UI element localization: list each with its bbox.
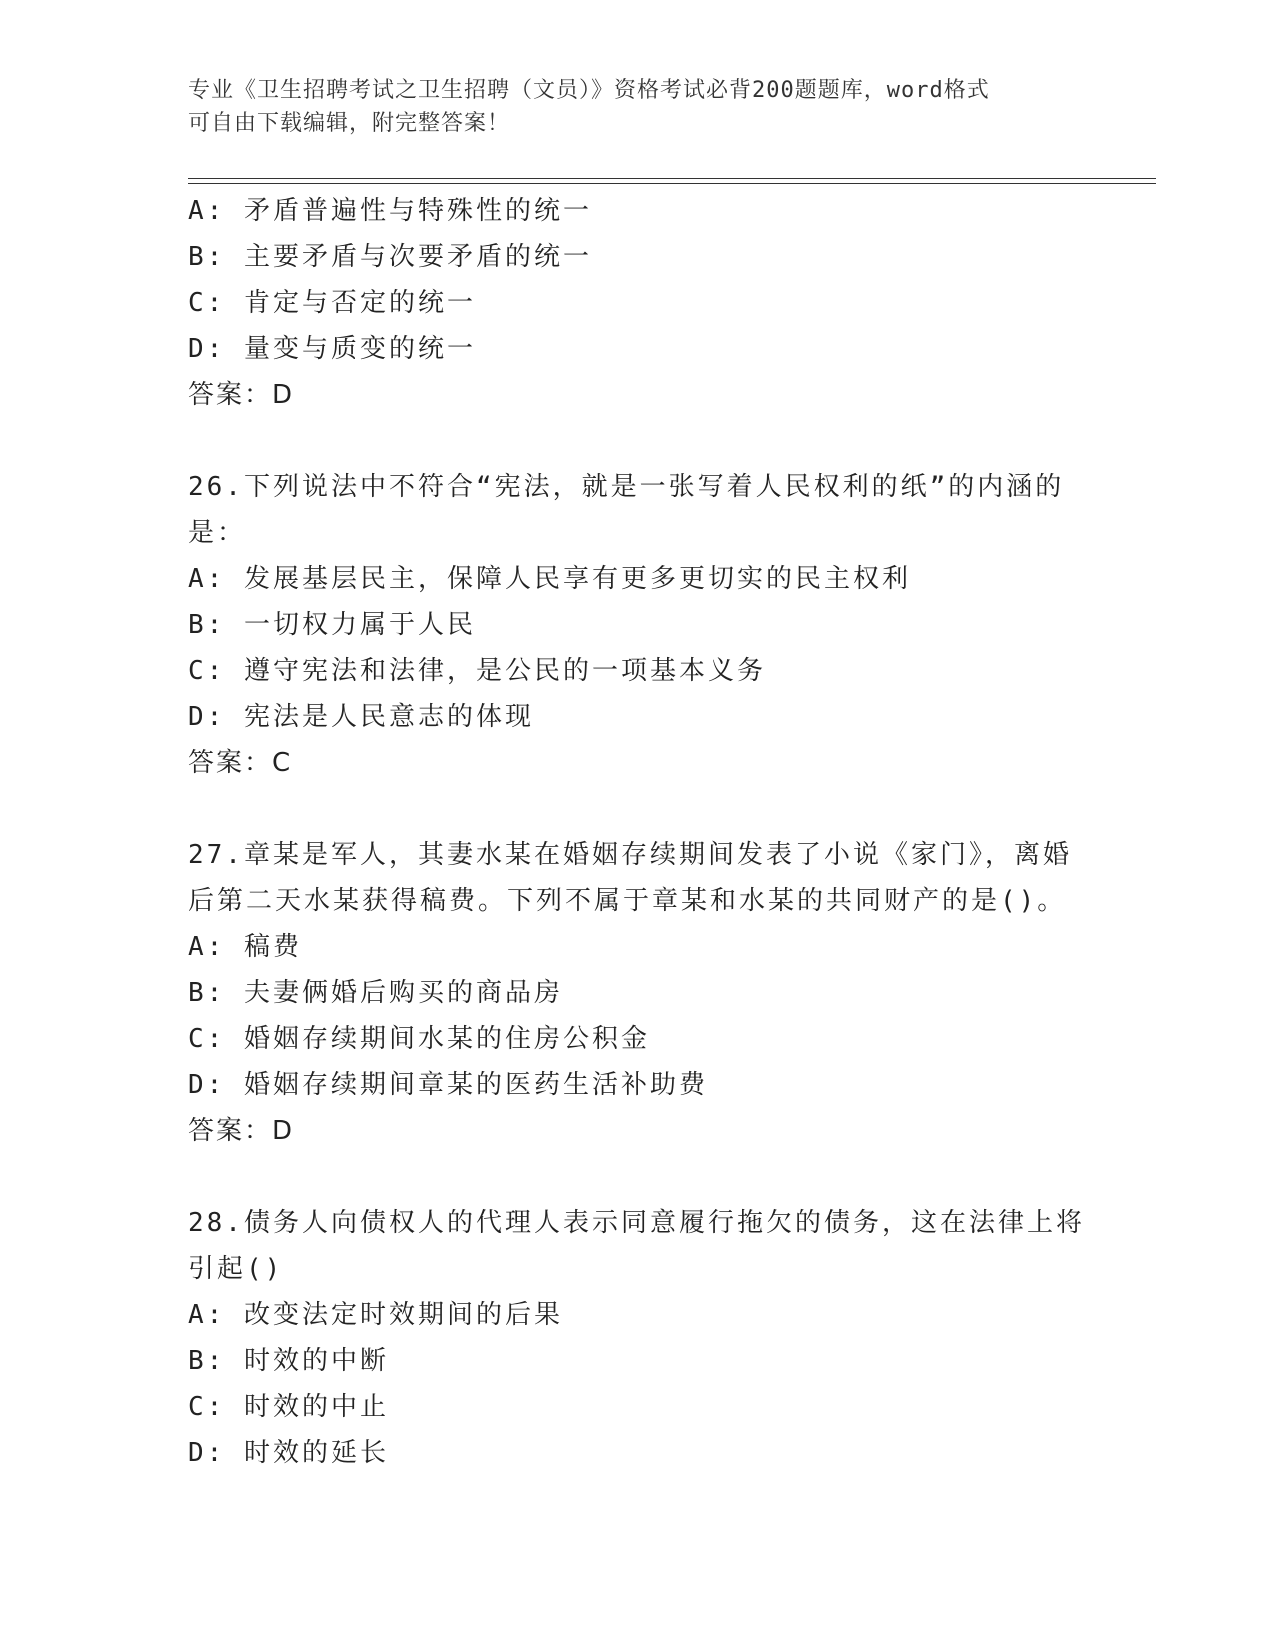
answer-line: 答案：C [188,748,293,778]
answer-line: 答案：D [188,380,295,410]
option-b: B: 夫妻俩婚后购买的商品房 [188,978,563,1008]
spacer [188,1154,1088,1200]
question-stem-line-1: 27.章某是军人，其妻水某在婚姻存续期间发表了小说《家门》，离婚 [188,840,1072,870]
option-d: D: 量变与质变的统一 [188,334,476,364]
option-b: B: 一切权力属于人民 [188,610,476,640]
option-c: C: 婚姻存续期间水某的住房公积金 [188,1024,650,1054]
question-25-continued [188,188,1088,418]
question-stem-line-1: 26.下列说法中不符合“宪法，就是一张写着人民权利的纸”的内涵的 [188,472,1065,502]
spacer [188,786,1088,832]
option-d: D: 婚姻存续期间章某的医药生活补助费 [188,1070,708,1100]
question-28 [188,1200,1088,1476]
option-c: C: 肯定与否定的统一 [188,288,476,318]
option-d: D: 时效的延长 [188,1438,389,1468]
question-stem-line-2: 引起() [188,1254,284,1284]
option-b: B: 时效的中断 [188,1346,389,1376]
header-divider [188,178,1156,184]
document-header [188,74,1068,140]
spacer [188,418,1088,464]
header-title-line-2: 可自由下载编辑，附完整答案！ [188,111,511,136]
header-title-line-1: 专业《卫生招聘考试之卫生招聘（文员）》资格考试必背200题题库，word格式 [188,78,990,103]
question-26 [188,464,1088,786]
question-stem-line-2: 后第二天水某获得稿费。下列不属于章某和水某的共同财产的是()。 [188,886,1067,916]
question-list [188,188,1088,1476]
option-c: C: 遵守宪法和法律，是公民的一项基本义务 [188,656,766,686]
option-a: A: 改变法定时效期间的后果 [188,1300,563,1330]
option-c: C: 时效的中止 [188,1392,389,1422]
question-stem-line-2: 是： [188,518,247,548]
answer-line: 答案：D [188,1116,295,1146]
question-stem-line-1: 28.债务人向债权人的代理人表示同意履行拖欠的债务，这在法律上将 [188,1208,1085,1238]
option-a: A: 发展基层民主，保障人民享有更多更切实的民主权利 [188,564,911,594]
option-a: A: 矛盾普遍性与特殊性的统一 [188,196,592,226]
option-a: A: 稿费 [188,932,302,962]
option-b: B: 主要矛盾与次要矛盾的统一 [188,242,592,272]
option-d: D: 宪法是人民意志的体现 [188,702,534,732]
question-27 [188,832,1088,1154]
